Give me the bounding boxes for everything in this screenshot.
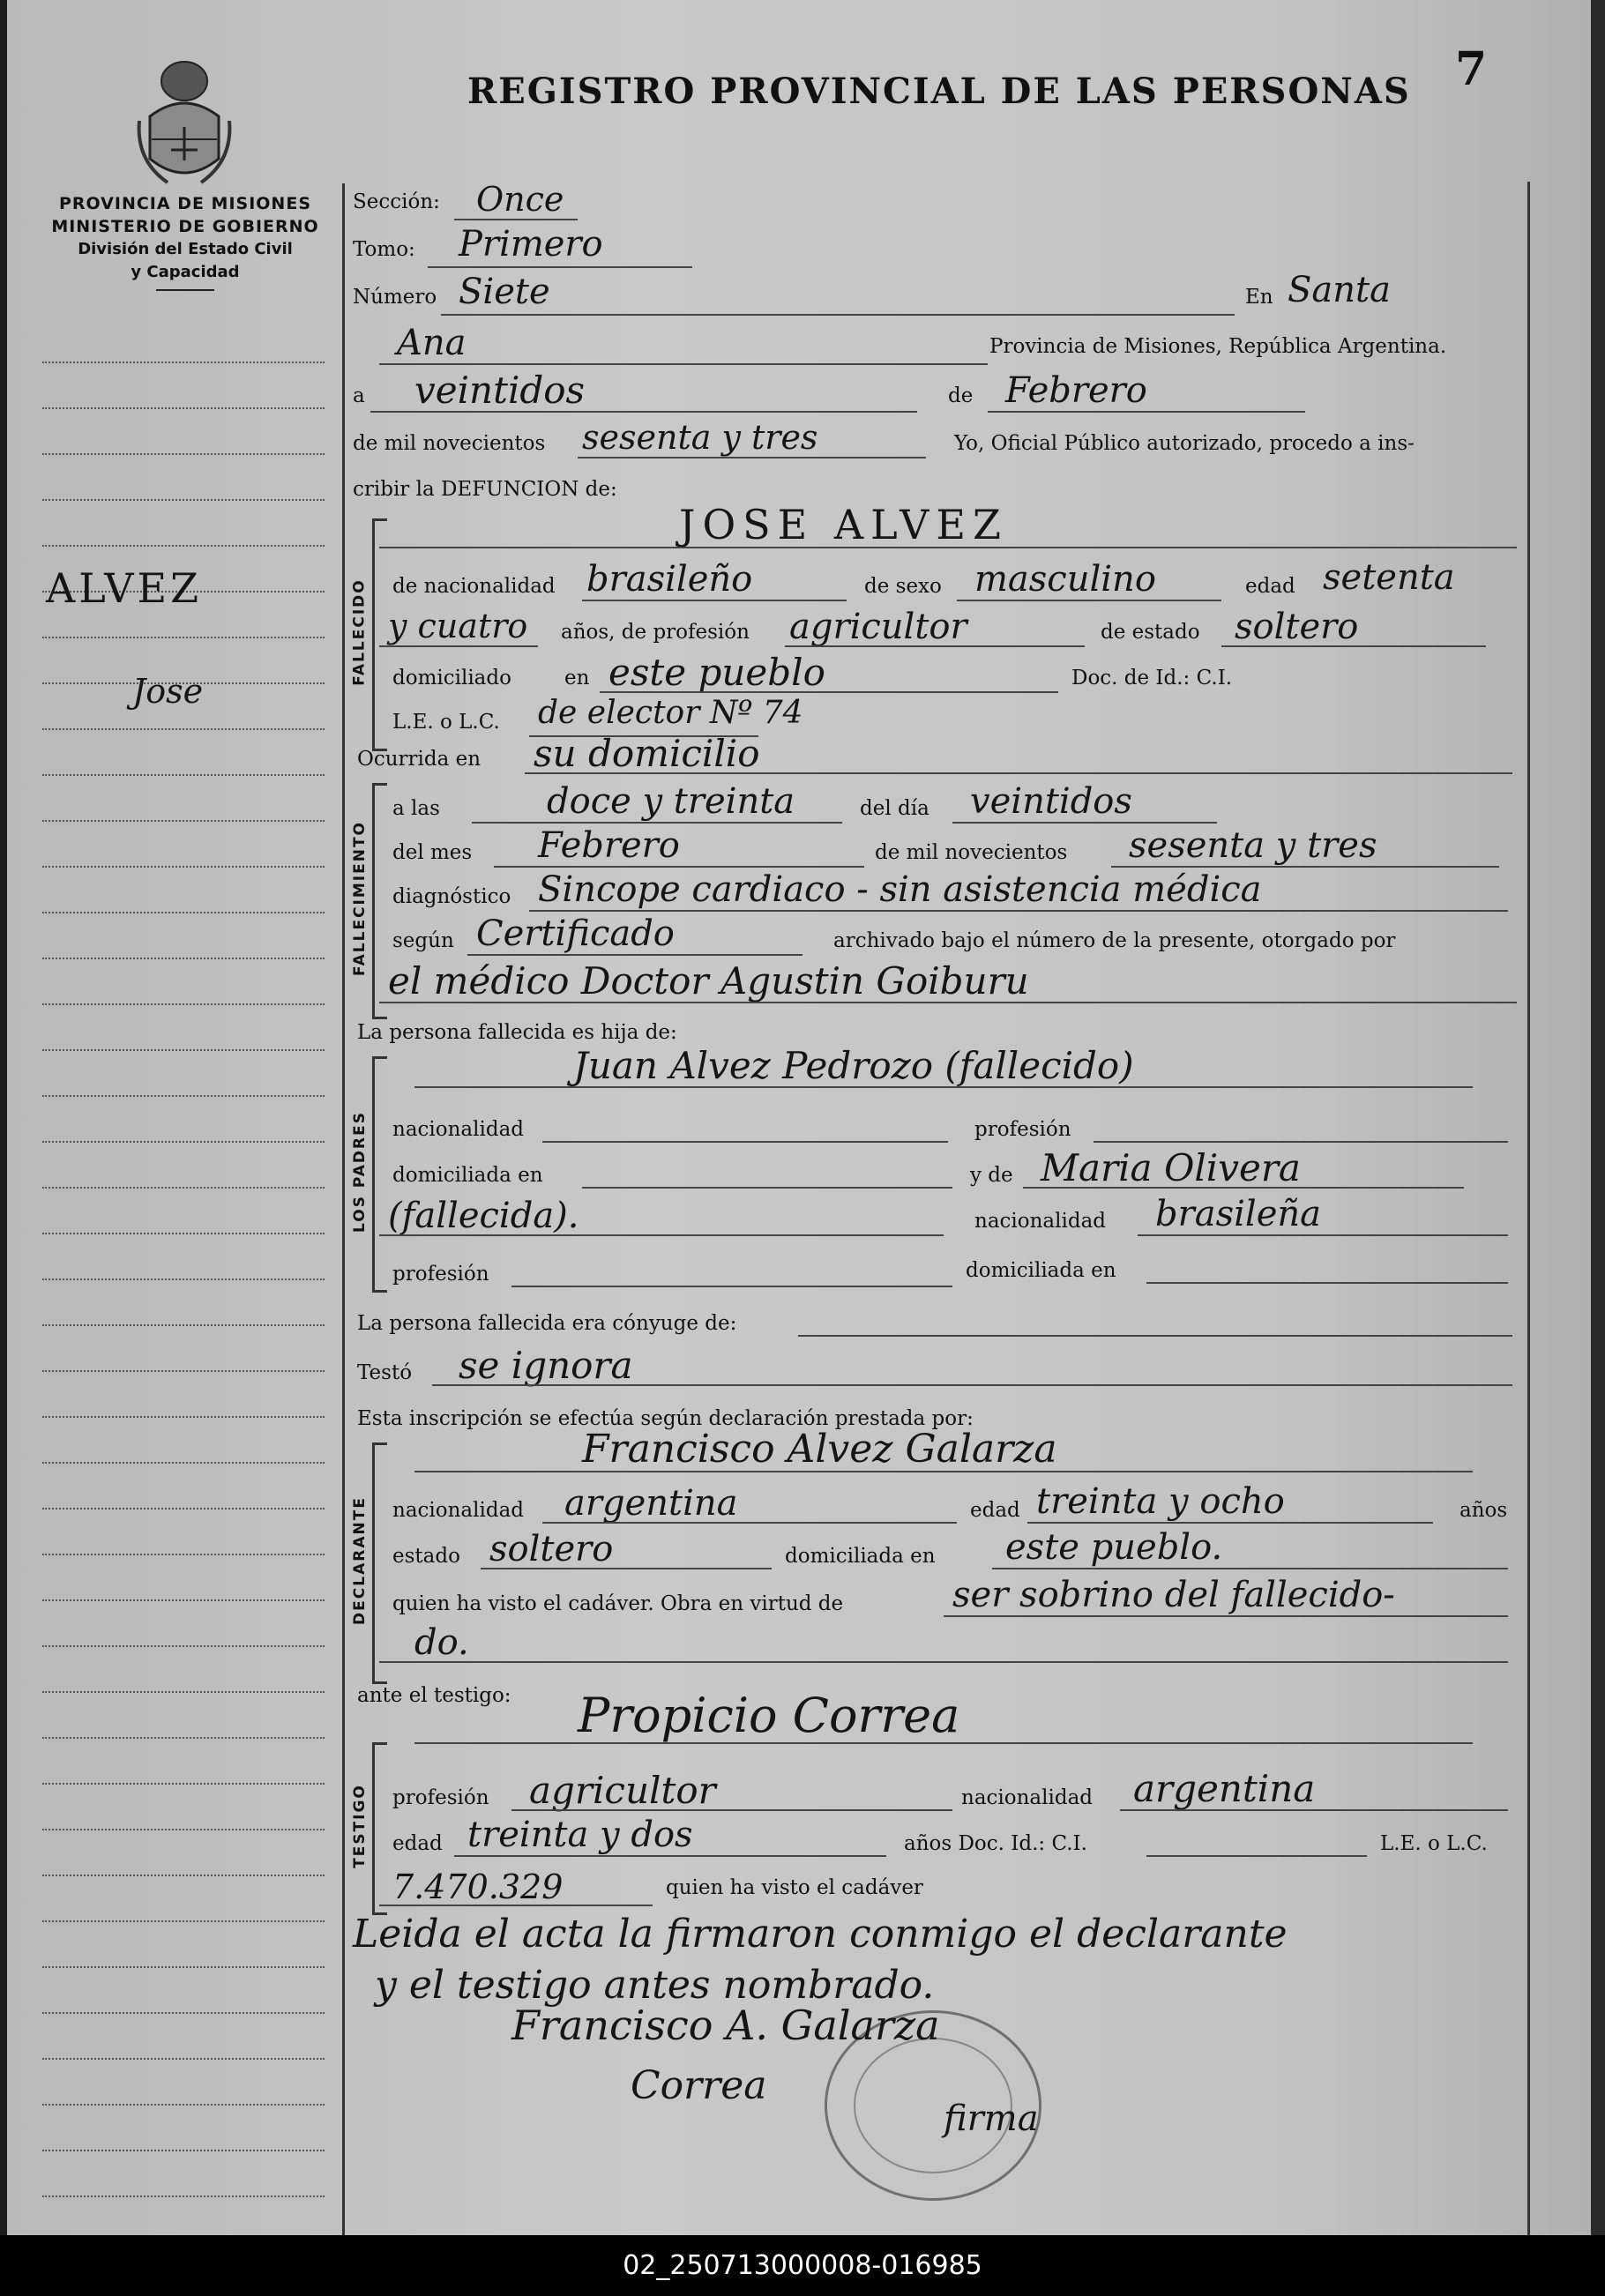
margin-ruled-line (42, 2150, 325, 2151)
label-numero: Número (353, 286, 437, 309)
line-declarante-estado (481, 1568, 772, 1569)
margin-ruled-line (42, 820, 325, 822)
line-padre (414, 1086, 1473, 1088)
value-cierre-1: Leida el acta la firmaron conmigo el declarante (353, 1912, 1288, 1957)
label-domiciliada-madre: domiciliada en (966, 1259, 1116, 1282)
page-number: 7 (1455, 42, 1488, 96)
margin-ruled-line (42, 545, 325, 547)
value-tomo: Primero (459, 224, 603, 265)
line-declarante (414, 1471, 1473, 1472)
label-profesion-madre: profesión (392, 1263, 489, 1286)
value-diagnostico: Sincope cardiaco - sin asistencia médica (538, 869, 1262, 910)
side-label-fallecido: FALLECIDO (351, 578, 369, 686)
margin-divider (342, 183, 345, 2271)
line-tomo (428, 266, 692, 268)
value-dia-fall: veintidos (970, 781, 1132, 822)
margin-ruled-line (42, 774, 325, 776)
bracket-testigo (372, 1742, 387, 1915)
value-anio: sesenta y tres (582, 418, 818, 457)
label-hija: La persona fallecida es hija de: (357, 1021, 677, 1044)
document-title: REGISTRO PROVINCIAL DE LAS PERSONAS (467, 71, 1411, 112)
value-mes: Febrero (1005, 370, 1147, 411)
margin-ruled-line (42, 1875, 325, 1876)
label-del-dia: del día (860, 797, 929, 820)
label-cribir: cribir la DEFUNCION de: (353, 478, 617, 501)
line-declarante-edad (1027, 1522, 1433, 1524)
office-division: División del Estado Civil (78, 240, 293, 258)
margin-ruled-line (42, 1003, 325, 1005)
label-yo: Yo, Oficial Público autorizado, procedo a ins- (954, 432, 1415, 455)
label-doc: Doc. de Id.: C.I. (1071, 667, 1233, 690)
office-ministry: MINISTERIO DE GOBIERNO (51, 217, 319, 236)
margin-ruled-line (42, 912, 325, 913)
label-tomo: Tomo: (353, 238, 415, 261)
margin-ruled-line (42, 407, 325, 409)
label-edad: edad (1245, 575, 1295, 598)
margin-ruled-line (42, 499, 325, 501)
bracket-fallecimiento (372, 783, 387, 1019)
value-declarante-estado: soltero (489, 1529, 614, 1569)
office-province: PROVINCIA DE MISIONES (58, 194, 312, 213)
label-a: a (353, 384, 365, 407)
line-madre-estado (379, 1234, 944, 1236)
line-ocurrida (525, 772, 1512, 774)
value-testo: se ignora (459, 1344, 633, 1387)
signature-oficial: firma (944, 2098, 1039, 2139)
office-rule (156, 289, 214, 291)
value-declarante-nacionalidad: argentina (564, 1483, 738, 1524)
value-medico: el médico Doctor Agustin Goiburu (388, 959, 1029, 1003)
margin-ruled-line (42, 362, 325, 363)
label-profesion-padre: profesión (974, 1118, 1071, 1141)
label-testo: Testó (357, 1361, 413, 1384)
label-profesion-testigo: profesión (392, 1786, 489, 1809)
value-madre-estado: (fallecida). (388, 1196, 579, 1236)
value-edad2: y cuatro (388, 607, 528, 645)
line-edad2 (379, 645, 538, 647)
line-testigo-edad (454, 1855, 886, 1857)
value-estado: soltero (1235, 607, 1359, 647)
margin-ruled-line (42, 1508, 325, 1510)
line-domiciliada-madre (1146, 1282, 1508, 1284)
margin-ruled-line (42, 1416, 325, 1418)
label-nacionalidad-padre: nacionalidad (392, 1118, 525, 1141)
label-conyuge: La persona fallecida era cónyuge de: (357, 1312, 737, 1335)
issuing-office (35, 192, 335, 291)
label-ante-testigo: ante el testigo: (357, 1684, 511, 1707)
value-cierre-2: y el testigo antes nombrado. (375, 1963, 935, 2008)
margin-ruled-line (42, 2104, 325, 2106)
line-declarante-virtud (944, 1615, 1508, 1617)
label-a-las: a las (392, 797, 440, 820)
line-madre-nacionalidad (1138, 1234, 1508, 1236)
bracket-fallecido (372, 518, 387, 751)
line-nacionalidad-padre (542, 1141, 948, 1143)
signature-declarante: Francisco A. Galarza (511, 2002, 940, 2049)
value-en: Santa (1288, 270, 1391, 310)
label-edad-testigo: edad (392, 1832, 443, 1855)
margin-ruled-line (42, 1783, 325, 1785)
office-capacity: y Capacidad (131, 263, 240, 281)
margin-ruled-line (42, 1920, 325, 1922)
line-dia (370, 411, 917, 413)
bracket-padres (372, 1056, 387, 1293)
line-testigo-nacionalidad (1120, 1809, 1508, 1811)
label-del-mes: del mes (392, 841, 473, 864)
line-nacionalidad (582, 600, 847, 601)
line-profesion-padre (1094, 1141, 1508, 1143)
line-testigo (414, 1742, 1473, 1744)
coat-of-arms-icon (132, 55, 236, 187)
line-conyuge (798, 1335, 1512, 1337)
line-profesion (785, 645, 1085, 647)
label-domiciliado: domiciliado (392, 667, 511, 690)
line-medico (379, 1002, 1517, 1003)
line-seccion (454, 219, 578, 220)
label-quien-visto-testigo: quien ha visto el cadáver (666, 1876, 923, 1899)
value-madre-nacionalidad: brasileña (1155, 1194, 1321, 1234)
margin-ruled-line (42, 1966, 325, 1968)
line-testigo-doc (1146, 1855, 1367, 1857)
label-de-mil: de mil novecientos (353, 432, 546, 455)
label-nacionalidad-declarante: nacionalidad (392, 1499, 525, 1522)
value-edad: setenta (1323, 557, 1455, 598)
value-segun: Certificado (476, 913, 675, 954)
value-declarante-edad: treinta y ocho (1036, 1481, 1285, 1522)
line-mes-fall (494, 866, 864, 868)
label-nacionalidad-madre: nacionalidad (974, 1210, 1107, 1233)
label-archivado: archivado bajo el número de la presente, otorgado por (833, 929, 1396, 952)
margin-ruled-line (42, 1645, 325, 1647)
value-nombre: JOSE ALVEZ (679, 501, 1008, 548)
label-nacionalidad-testigo: nacionalidad (961, 1786, 1094, 1809)
value-testigo-doc: 7.470.329 (392, 1867, 564, 1906)
value-testigo-profesion: agricultor (529, 1769, 716, 1812)
value-testigo-nacionalidad: argentina (1133, 1767, 1316, 1810)
value-ocurrida: su domicilio (534, 732, 760, 775)
label-domiciliada-declarante: domiciliada en (785, 1545, 936, 1568)
label-en-dom: en (564, 667, 590, 690)
label-diagnostico: diagnóstico (392, 885, 511, 908)
line-profesion-madre (511, 1286, 952, 1287)
value-dia: veintidos (414, 369, 586, 412)
line-domiciliada-padre (582, 1187, 952, 1189)
right-border (1527, 182, 1530, 2271)
line-diagnostico (529, 910, 1508, 912)
margin-ruled-line (42, 1554, 325, 1555)
value-seccion: Once (476, 180, 564, 219)
line-declarante-nacionalidad (542, 1522, 957, 1524)
margin-ruled-line (42, 2195, 325, 2197)
margin-ruled-line (42, 1691, 325, 1693)
margin-ruled-line (42, 1233, 325, 1234)
label-en: En (1245, 286, 1273, 309)
margin-ruled-line (42, 1829, 325, 1830)
value-testigo: Propicio Correa (578, 1688, 960, 1743)
line-segun (467, 954, 802, 956)
value-hora: doce y treinta (547, 781, 795, 822)
bracket-declarante (372, 1442, 387, 1684)
page-edge (1591, 0, 1605, 2235)
line-nombre (379, 547, 1517, 548)
label-anos-profesion: años, de profesión (561, 621, 750, 644)
line-lugar (379, 363, 988, 365)
line-dia-fall (952, 822, 1217, 824)
label-seccion: Sección: (353, 190, 440, 213)
line-numero (441, 314, 1235, 316)
margin-ruled-line (42, 1049, 325, 1051)
label-anos-doc: años Doc. Id.: C.I. (904, 1832, 1087, 1855)
label-de-mil-fall: de mil novecientos (875, 841, 1068, 864)
value-madre: Maria Olivera (1041, 1146, 1301, 1189)
line-hora (472, 822, 842, 824)
margin-ruled-line (42, 1095, 325, 1097)
label-y-de: y de (970, 1164, 1013, 1187)
margin-ruled-line (42, 1324, 325, 1326)
value-testigo-edad: treinta y dos (467, 1815, 693, 1855)
side-label-declarante: DECLARANTE (351, 1496, 369, 1625)
value-nacionalidad: brasileño (586, 559, 753, 600)
margin-ruled-line (42, 1462, 325, 1464)
value-padre: Juan Alvez Pedrozo (fallecido) (573, 1044, 1134, 1087)
label-ocurrida: Ocurrida en (357, 748, 482, 771)
line-testigo-doc-number (379, 1905, 653, 1906)
image-footer-id: 02_250713000008-016985 (0, 2235, 1605, 2296)
label-provincia: Provincia de Misiones, República Argentina. (989, 335, 1447, 358)
value-lugar: Ana (397, 323, 467, 363)
label-le-lc-testigo: L.E. o L.C. (1380, 1832, 1488, 1855)
label-estado: de estado (1101, 621, 1200, 644)
label-estado-declarante: estado (392, 1545, 460, 1568)
line-estado (1221, 645, 1486, 647)
label-inscripcion: Esta inscripción se efectúa según declaración prestada por: (357, 1407, 974, 1430)
margin-given-name: Jose (132, 672, 204, 711)
side-label-testigo: TESTIGO (351, 1784, 369, 1868)
margin-ruled-line (42, 1737, 325, 1739)
margin-surname: ALVEZ (46, 564, 203, 612)
margin-ruled-line (42, 2058, 325, 2060)
margin-ruled-line (42, 1370, 325, 1372)
margin-ruled-line (42, 637, 325, 638)
margin-ruled-line (42, 958, 325, 959)
value-anio-fall: sesenta y tres (1129, 825, 1377, 866)
side-label-fallecimiento: FALLECIMIENTO (351, 820, 369, 977)
side-label-padres: LOS PADRES (351, 1111, 369, 1233)
value-profesion: agricultor (789, 607, 967, 647)
line-anio (578, 457, 926, 458)
label-le-lc: L.E. o L.C. (392, 711, 500, 734)
label-nacionalidad: de nacionalidad (392, 575, 556, 598)
line-testo (432, 1384, 1512, 1386)
margin-ruled-line (42, 1599, 325, 1601)
line-testigo-profesion (511, 1809, 952, 1811)
margin-ruled-line (42, 2012, 325, 2014)
line-declarante-virtud2 (379, 1661, 1508, 1663)
margin-ruled-line (42, 1187, 325, 1189)
label-de: de (948, 384, 974, 407)
line-mes (988, 411, 1305, 413)
label-domiciliada-padre: domiciliada en (392, 1164, 543, 1187)
line-sexo (957, 600, 1221, 601)
line-madre (1023, 1187, 1464, 1189)
value-domicilio: este pueblo (608, 651, 825, 694)
signature-testigo: Correa (631, 2063, 767, 2108)
value-declarante-domicilio: este pueblo. (1005, 1527, 1223, 1568)
line-anio-fall (1111, 866, 1499, 868)
value-declarante-virtud: ser sobrino del fallecido- (952, 1575, 1395, 1615)
margin-ruled-line (42, 728, 325, 730)
margin-ruled-line (42, 866, 325, 868)
value-declarante-virtud2: do. (414, 1622, 469, 1663)
margin-ruled-line (42, 1141, 325, 1143)
label-anos-declarante: años (1459, 1499, 1508, 1522)
label-segun: según (392, 929, 454, 952)
value-numero: Siete (459, 272, 550, 312)
label-sexo: de sexo (864, 575, 942, 598)
margin-ruled-line (42, 1278, 325, 1280)
line-domicilio (600, 691, 1058, 693)
value-sexo: masculino (974, 559, 1156, 600)
label-edad-declarante: edad (970, 1499, 1020, 1522)
value-mes-fall: Febrero (538, 825, 680, 866)
margin-ruled-line (42, 453, 325, 455)
value-declarante: Francisco Alvez Galarza (582, 1427, 1057, 1472)
label-quien-visto: quien ha visto el cadáver. Obra en virtud de (392, 1592, 844, 1615)
value-le-lc: de elector Nº 74 (538, 695, 803, 731)
line-declarante-domicilio (992, 1568, 1508, 1569)
